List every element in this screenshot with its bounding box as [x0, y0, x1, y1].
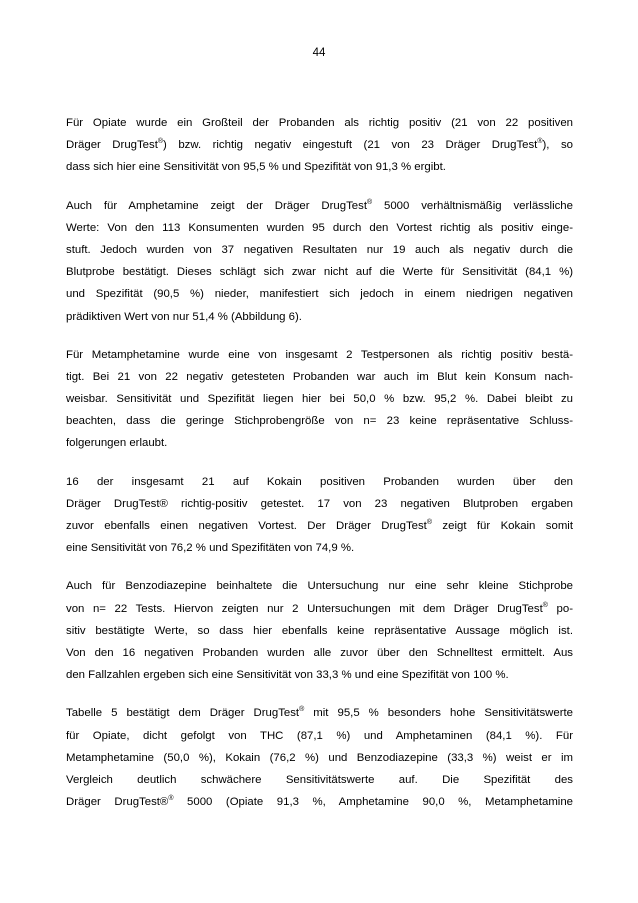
text-line — [66, 537, 573, 559]
text-line — [66, 575, 573, 597]
registered-mark: ® — [157, 138, 164, 146]
text-line — [66, 306, 573, 328]
paragraph-gap — [66, 455, 573, 471]
text-run: mit 95,5 % besonders hohe Sensitivitätswerte — [304, 707, 573, 720]
text-run: dass sich hier eine Sensitivität von 95,5 % und Spezifität von 91,3 % ergibt. — [66, 161, 446, 174]
text-line — [66, 769, 573, 791]
paragraph-gap — [66, 328, 573, 344]
paragraph — [66, 471, 573, 560]
text-run: tigt. Bei 21 von 22 negativ getesteten Probanden war auch im Blut kein Konsum nach- — [66, 370, 573, 383]
text-run: zeigt für Kokain somit — [432, 520, 574, 532]
text-run: stuft. Jedoch wurden von 37 negativen Resultaten nur 19 auch als negativ durch die — [66, 243, 573, 256]
text-run: Metamphetamine (50,0 %), Kokain (76,2 %) und Benzodiazepine (33,3 %) weist er im — [66, 751, 573, 764]
registered-mark: ® — [426, 519, 433, 526]
text-run: prädiktiven Wert von nur 51,4 % (Abbildung 6). — [66, 310, 302, 323]
paragraph-gap — [66, 559, 573, 575]
text-run: Von den 16 negativen Probanden wurden alle zuvor über den Schnelltest ermittelt. Aus — [66, 646, 573, 659]
text-line — [66, 471, 573, 493]
registered-mark: ® — [168, 795, 174, 803]
text-run: zuvor ebenfalls einen negativen Vortest. Der Dräger DrugTest — [66, 520, 427, 532]
text-run: Dräger DrugTest — [66, 139, 158, 152]
text-line — [66, 791, 573, 813]
text-line — [66, 112, 573, 134]
text-run: Tabelle 5 bestätigt dem Dräger DrugTest — [66, 707, 300, 720]
text-run: Dräger DrugTest® — [66, 796, 169, 809]
text-run: Blutprobe bestätigt. Dieses schlägt sich zwar nicht auf die Werte für Sensitivität (84,1 %) — [66, 266, 573, 279]
paragraph — [66, 575, 573, 686]
text-line — [66, 134, 573, 156]
text-run: weisbar. Sensitivität und Spezifität liegen hier bei 50,0 % bzw. 95,2 %. Dabei bleibt zu — [66, 393, 573, 406]
text-run: den Fallzahlen ergeben sich eine Sensitivität von 33,3 % und eine Spezifität von 100 %. — [66, 669, 509, 682]
text-line — [66, 156, 573, 178]
text-run: folgerungen erlaubt. — [66, 437, 168, 450]
text-line — [66, 664, 573, 686]
text-run: von n= 22 Tests. Hiervon zeigten nur 2 Untersuchungen mit dem Dräger DrugTest — [66, 602, 543, 615]
registered-mark: ® — [542, 601, 548, 609]
text-run: eine Sensitivität von 76,2 % und Spezifitäten von 74,9 %. — [66, 542, 355, 555]
text-line — [66, 642, 573, 664]
registered-mark: ® — [537, 138, 543, 146]
text-line — [66, 725, 573, 747]
registered-mark: ® — [366, 198, 373, 206]
text-line — [66, 366, 573, 388]
text-run: sitiv bestätigte Werte, so dass hier ebenfalls keine repräsentative Aussage möglich ist. — [66, 624, 573, 637]
paragraph — [66, 702, 573, 813]
registered-mark: ® — [299, 706, 305, 714]
text-run: für Opiate, dicht gefolgt von THC (87,1 %) und Amphetaminen (84,1 %). Für — [66, 729, 573, 742]
paragraph-gap — [66, 179, 573, 195]
text-line — [66, 217, 573, 239]
text-run: 5000 (Opiate 91,3 %, Amphetamine 90,0 %, Metamphetamine — [173, 796, 574, 809]
text-line — [66, 747, 573, 769]
text-line — [66, 493, 573, 515]
text-run: ) bzw. richtig negativ eingestuft (21 von 23 Dräger DrugTest — [163, 139, 538, 152]
text-line — [66, 598, 573, 620]
text-run: po- — [547, 602, 573, 615]
text-run: und Spezifität (90,5 %) nieder, manifestiert sich jedoch in einem niedrigen negativen — [66, 288, 573, 301]
text-run: Auch für Amphetamine zeigt der Dräger DrugTest — [66, 199, 367, 212]
text-run: Dräger DrugTest® richtig-positiv getestet. 17 von 23 negativen Blutproben ergaben — [66, 497, 573, 510]
text-line — [66, 388, 573, 410]
text-run: ), so — [542, 139, 573, 152]
text-line — [66, 344, 573, 366]
text-run: Für Opiate wurde ein Großteil der Probanden als richtig positiv (21 von 22 positiven — [66, 117, 573, 129]
text-run: 5000 verhältnismäßig verlässliche — [372, 199, 573, 212]
body-text — [66, 112, 573, 813]
text-line — [66, 702, 573, 724]
paragraph — [66, 344, 573, 455]
text-line — [66, 195, 573, 217]
text-line — [66, 410, 573, 432]
text-run: Vergleich deutlich schwächere Sensitivitätswerte auf. Die Spezifität des — [66, 773, 573, 786]
text-run: beachten, dass die geringe Stichprobengröße von n= 23 keine repräsentative Schluss- — [66, 415, 573, 428]
text-line — [66, 432, 573, 454]
paragraph-gap — [66, 686, 573, 702]
text-line — [66, 239, 573, 261]
text-line — [66, 261, 573, 283]
text-line — [66, 283, 573, 305]
text-run: Werte: Von den 113 Konsumenten wurden 95 durch den Vortest richtig als positiv einge- — [66, 221, 573, 234]
text-run: Auch für Benzodiazepine beinhaltete die Untersuchung nur eine sehr kleine Stichprobe — [66, 580, 573, 593]
text-line — [66, 620, 573, 642]
text-run: 16 der insgesamt 21 auf Kokain positiven Probanden wurden über den — [66, 475, 573, 488]
paragraph — [66, 195, 573, 328]
paragraph — [66, 112, 573, 179]
page-number: 44 — [312, 47, 326, 59]
text-run: Für Metamphetamine wurde eine von insgesamt 2 Testpersonen als richtig positiv bestä- — [66, 348, 573, 361]
text-line — [66, 515, 573, 537]
